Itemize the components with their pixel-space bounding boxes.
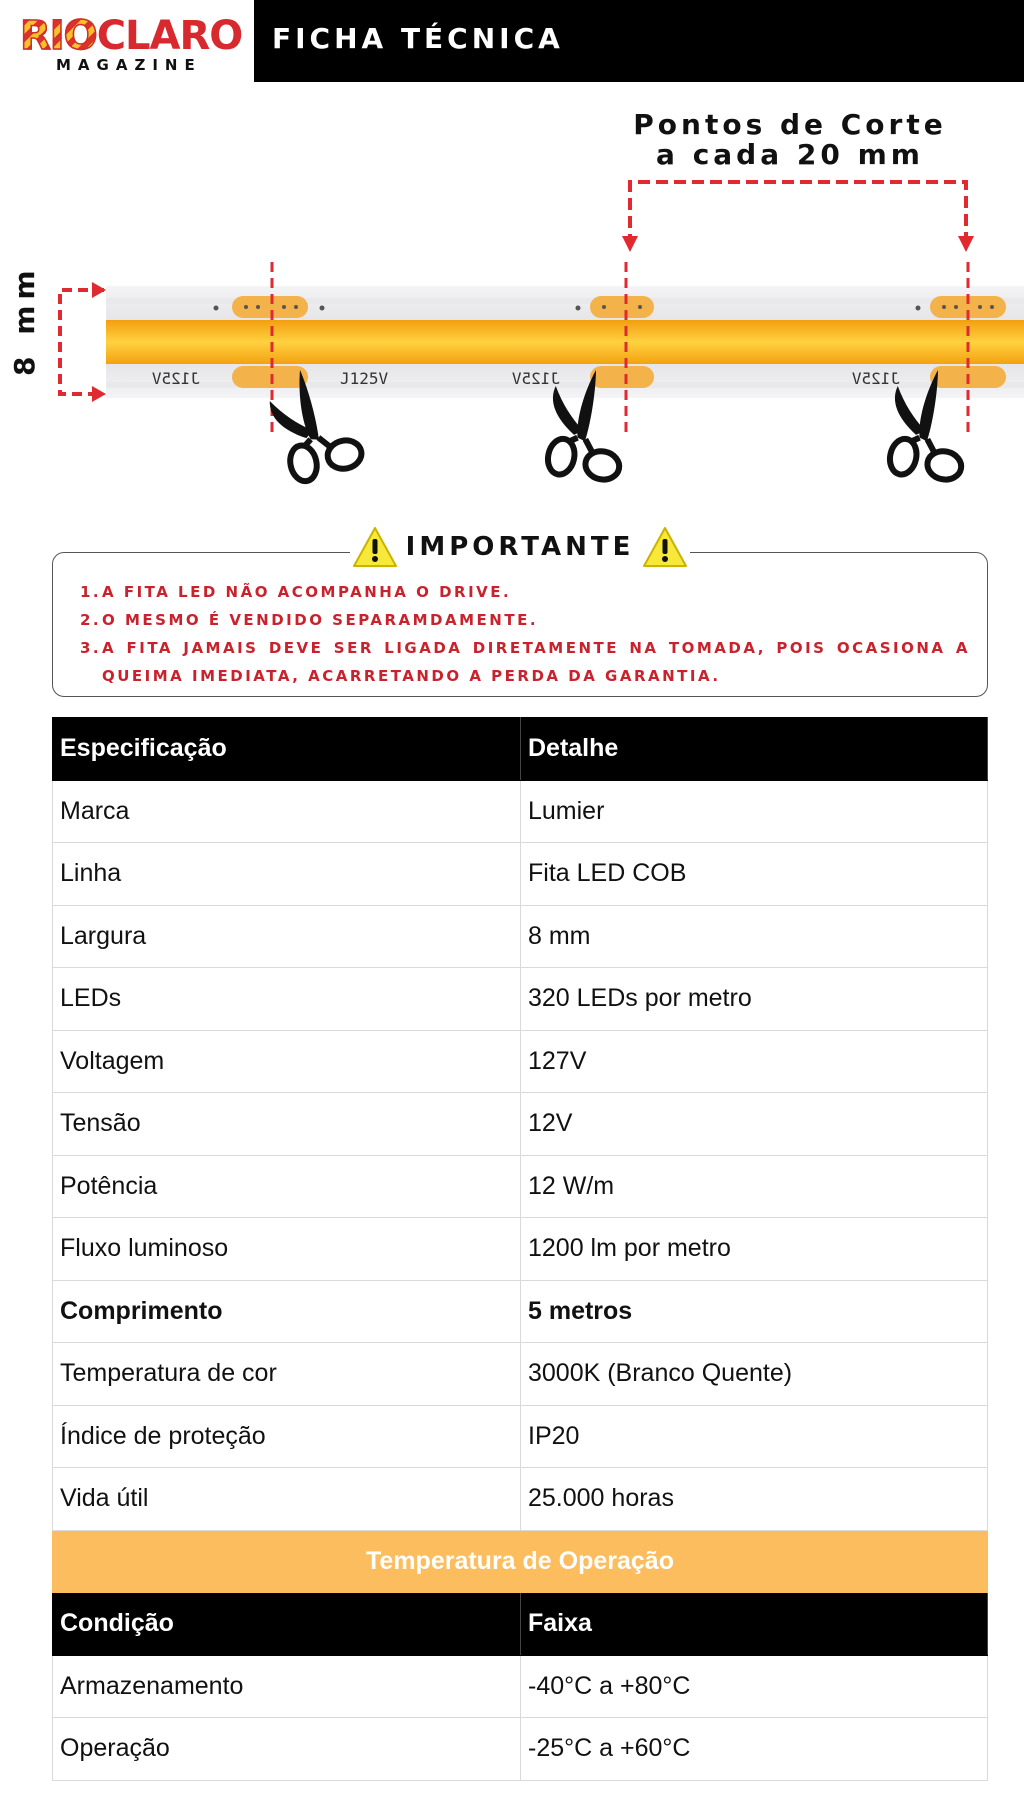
spec-value: 25.000 horas [521, 1468, 988, 1531]
spec-label: Voltagem [53, 1030, 521, 1093]
spec-value: 8 mm [521, 905, 988, 968]
strip-marking: J125V [340, 369, 389, 388]
spec-label: Marca [53, 780, 521, 843]
logo-word-claro: CLARO [96, 13, 243, 59]
table-row [53, 1218, 988, 1281]
logo-word-rio: RIO [20, 13, 97, 59]
spec-value: Lumier [521, 780, 988, 843]
spec-value: 5 metros [521, 1280, 988, 1343]
spec-value: IP20 [521, 1405, 988, 1468]
table-row [53, 1030, 988, 1093]
spec-label: Largura [53, 905, 521, 968]
led-strip-illustration [0, 96, 1024, 526]
condition-label: Armazenamento [53, 1655, 521, 1718]
page-header [0, 0, 1024, 82]
important-item [80, 578, 970, 606]
table-row [53, 843, 988, 906]
header-cell: Condição [53, 1593, 521, 1656]
spec-label: Vida útil [53, 1468, 521, 1531]
cob-led-band [106, 320, 1024, 364]
spec-label: Comprimento [53, 1280, 521, 1343]
item-text: O MESMO É VENDIDO SEPARAMDAMENTE. [102, 611, 539, 629]
page-title: FICHA TÉCNICA [272, 22, 564, 55]
spec-value: Fita LED COB [521, 843, 988, 906]
table-row [53, 1280, 988, 1343]
spec-value: 320 LEDs por metro [521, 968, 988, 1031]
section-header-row [53, 1530, 988, 1593]
important-list [80, 578, 970, 690]
table-row [53, 1655, 988, 1718]
item-number: 2. [80, 611, 102, 629]
warning-icon [352, 526, 398, 568]
item-text: A FITA JAMAIS DEVE SER LIGADA DIRETAMENTE NA TOMADA, POIS OCASIONA A QUEIMA IMEDIATA, ACARRETANDO A PERDA DA GARANTIA. [102, 639, 970, 685]
logo-wordmark [20, 14, 242, 58]
table-header-row [53, 1593, 988, 1656]
header-cell: Especificação [53, 718, 521, 781]
table-row [53, 1343, 988, 1406]
cut-spacing-bracket [622, 182, 974, 252]
table-row [53, 968, 988, 1031]
item-number: 3. [80, 639, 102, 657]
condition-range: -25°C a +60°C [521, 1718, 988, 1781]
strip-marking: J125V [851, 369, 900, 388]
strip-marking: J125V [151, 369, 200, 388]
table-row [53, 1405, 988, 1468]
table-header-row [53, 718, 988, 781]
item-text: A FITA LED NÃO ACOMPANHA O DRIVE. [102, 583, 512, 601]
important-item [80, 606, 970, 634]
condition-range: -40°C a +80°C [521, 1655, 988, 1718]
spec-label: LEDs [53, 968, 521, 1031]
spec-table [52, 717, 988, 1781]
width-bracket [60, 282, 106, 402]
spec-value: 1200 lm por metro [521, 1218, 988, 1281]
table-row [53, 1468, 988, 1531]
width-label: 8 mm [8, 264, 41, 376]
spec-value: 3000K (Branco Quente) [521, 1343, 988, 1406]
warning-icon [642, 526, 688, 568]
brand-logo[interactable] [0, 0, 254, 82]
cut-title-line-1: Pontos de Corte [633, 108, 947, 141]
header-cell: Detalhe [521, 718, 988, 781]
item-number: 1. [80, 583, 102, 601]
important-title: IMPORTANTE [405, 532, 635, 562]
cut-points-title [600, 110, 980, 170]
condition-label: Operação [53, 1718, 521, 1781]
spec-label: Índice de proteção [53, 1405, 521, 1468]
spec-label: Tensão [53, 1093, 521, 1156]
table-row [53, 1718, 988, 1781]
header-cell: Faixa [521, 1593, 988, 1656]
table-row [53, 780, 988, 843]
logo-subtitle: MAGAZINE [56, 56, 202, 74]
cut-title-line-2: a cada 20 mm [656, 138, 924, 171]
spec-value: 12V [521, 1093, 988, 1156]
section-title: Temperatura de Operação [53, 1530, 988, 1593]
spec-label: Fluxo luminoso [53, 1218, 521, 1281]
spec-label: Temperatura de cor [53, 1343, 521, 1406]
table-row [53, 1093, 988, 1156]
important-item [80, 634, 970, 690]
spec-label: Potência [53, 1155, 521, 1218]
strip-marking: J125V [511, 369, 560, 388]
spec-value: 12 W/m [521, 1155, 988, 1218]
spec-value: 127V [521, 1030, 988, 1093]
table-row [53, 905, 988, 968]
table-row [53, 1155, 988, 1218]
spec-label: Linha [53, 843, 521, 906]
important-heading [350, 522, 690, 572]
